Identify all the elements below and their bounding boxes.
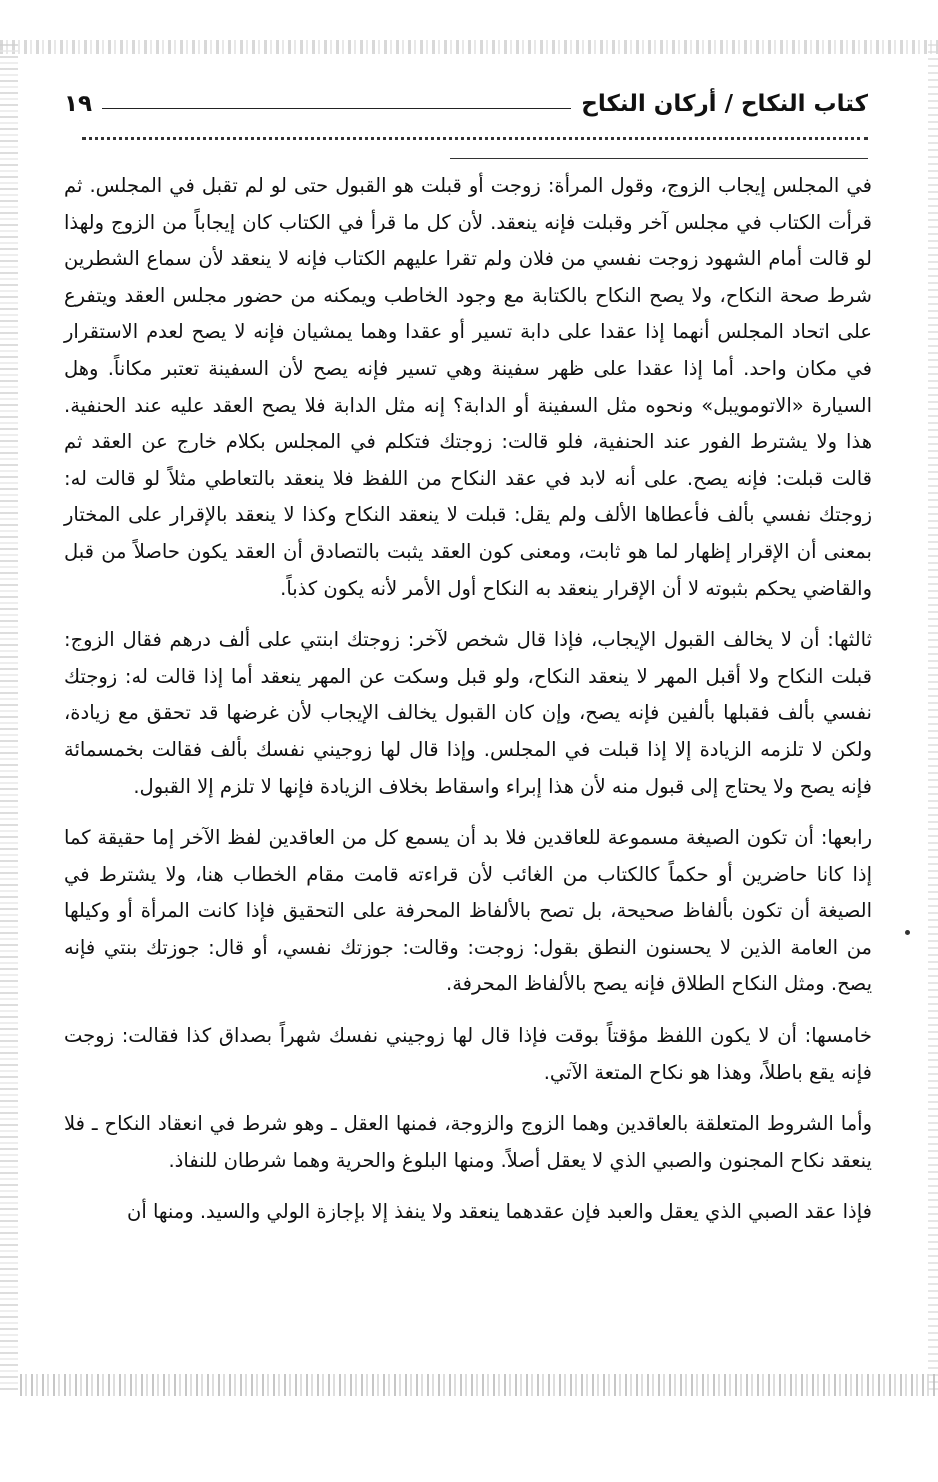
margin-mark bbox=[905, 930, 910, 935]
paragraph: ثالثها: أن لا يخالف القبول الإيجاب، فإذا قال شخص لآخر: زوجتك ابنتي على ألف درهم فقال الزوج: قبلت النكاح ولا أقبل المهر لا ينعقد النكاح، ولو قبل وسكت عن المهر ينعقد أما إذا قالت له: زوجتك نفسي بألف فقبلها بألفين فإنه يصح، وإن كان القبول يخالف الإيجاب لأن غرضها قد تحقق مع زيادة، ولكن لا تلزمه الزيادة إلا إذا قبلت في المجلس. وإذا قال لها زوجيني نفسك بألف فقالت بخمسمائة فإنه يصح ولا يحتاج إلى قبول منه لأن هذا إبراء واسقاط بخلاف الزيادة فإنها لا تلزم إلا القبول. bbox=[64, 628, 872, 798]
decorative-right-border bbox=[928, 40, 938, 1390]
top-rule bbox=[450, 158, 868, 159]
running-header bbox=[64, 84, 868, 124]
page-number: ١٩ bbox=[64, 91, 93, 117]
paragraph: في المجلس إيجاب الزوج، وقول المرأة: زوجت أو قبلت هو القبول حتى لو لم تقبل في المجلس. ثم قرأت الكتاب في مجلس آخر وقبلت فإنه ينعقد. لأن كل ما قرأ في الكتاب كان إيجاباً من الزوج ولهذا لو قالت أمام الشهود زوجت نفسي من فلان ولم تقرا عليهم الكتاب فإنه لا ينعقد لأن سماع الشطرين شرط صحة النكاح، ولا يصح النكاح بالكتابة مع وجود الخاطب ويمكنه من حضور مجلس العقد ويتفرع على اتحاد المجلس أنهما إذا عقدا على دابة تسير أو عقدا وهما يمشيان فإنه لا يصح لعدم الاستقرار في مكان واحد. أما إذا عقدا على ظهر سفينة وهي تسير فإنه يصح لأن السفينة تعتبر مكاناً. وهل السيارة «الاتومويبل» ونحوه مثل السفينة أو الدابة؟ إنه مثل الدابة فلا يصح العقد عليه عند الحنفية. هذا ولا يشترط الفور عند الحنفية، فلو قالت: زوجتك فتكلم في المجلس بكلام خارج عن العقد ثم قالت قبلت: فإنه يصح. على أنه لابد في عقد النكاح من اللفظ فلا ينعقد بالتعاطي مثلاً لو قالت له: زوجتك نفسي بألف فأعطاها الألف ولم يقل: قبلت لا ينعقد النكاح وكذا لا ينعقد بالإقرار على المختار بمعنى أن الإقرار إظهار لما هو ثابت، ومعنى كون العقد يثبت بالتصادق أن العقد يكون حاصلاً من قبل والقاضي يحكم بثبوته لا أن الإقرار ينعقد به النكاح أول الأمر لأنه يكون كذباً. bbox=[64, 174, 872, 600]
decorative-left-border bbox=[0, 40, 18, 1390]
paragraph: خامسها: أن لا يكون اللفظ مؤقتاً بوقت فإذا قال لها زوجيني نفسك شهراً بصداق كذا فقالت: زوجت فإنه يقع باطلاً، وهذا هو نكاح المتعة الآتي. bbox=[64, 1024, 872, 1084]
header-rule bbox=[102, 108, 571, 109]
decorative-bottom-border bbox=[20, 1374, 938, 1396]
paragraph: وأما الشروط المتعلقة بالعاقدين وهما الزوج والزوجة، فمنها العقل ـ وهو شرط في انعقاد النكاح ـ فلا ينعقد نكاح المجنون والصبي الذي لا يعقل أصلاً. ومنها البلوغ والحرية وهما شرطان للنفاذ. bbox=[64, 1112, 872, 1172]
dotted-divider bbox=[82, 137, 868, 140]
paragraph: رابعها: أن تكون الصيغة مسموعة للعاقدين فلا بد أن يسمع كل من العاقدين لفظ الآخر إما حقيقة كما إذا كانا حاضرين أو حكماً كالكتاب من الغائب لأن قراءته قامت مقام الخطاب هنا، ولا يشترط في الصيغة أن تكون بألفاظ صحيحة، بل تصح بالألفاظ المحرفة على التحقيق فإذا كانت المرأة أو وكيلها من العامة الذين لا يحسنون النطق بقول: زوجت: وقالت: جوزتك نفسي، أو قال: جوزتك بنتي فإنه يصح. ومثل النكاح الطلاق فإنه يصح بالألفاظ المحرفة. bbox=[64, 826, 872, 996]
decorative-top-border bbox=[0, 40, 938, 54]
paragraph: فإذا عقد الصبي الذي يعقل والعبد فإن عقدهما ينعقد ولا ينفذ إلا بإجازة الولي والسيد. ومنها أن bbox=[127, 1200, 872, 1224]
header-title: كتاب النكاح / أركان النكاح bbox=[581, 91, 868, 117]
page-body bbox=[64, 168, 872, 1246]
